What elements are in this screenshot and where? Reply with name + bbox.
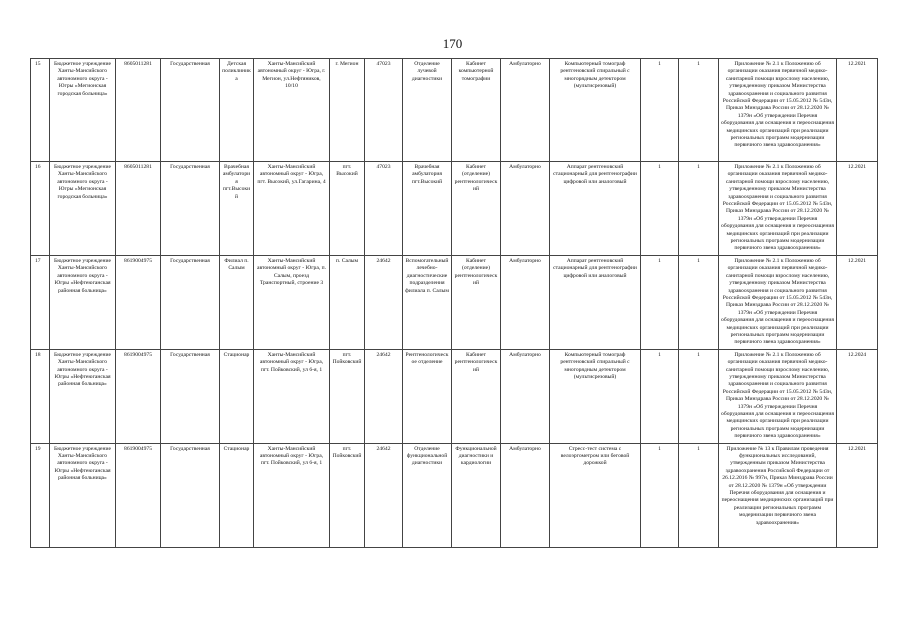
institution-name: Бюджетное учреждение Ханты-Мансийского автономного округа - Югры «Нефтеюганская районная больница» [50,255,116,349]
inn: 8619004975 [116,443,161,547]
table-row [31,59,878,162]
delivery-date: 12.2021 [837,59,878,162]
page-number: 170 [442,36,463,51]
address: Ханты-Мансийский автономный округ - Югра, пгт. Пойковский, ул 6-я, 1 [254,349,330,443]
department: Отделение лучевой диагностики [403,59,452,162]
inn: 8619004975 [116,349,161,443]
equipment-register-table [30,58,878,548]
room: Кабинет (отделение) рентгенологический [452,255,501,349]
room: Кабинет (отделение) рентгенологический [452,162,501,256]
locality: пгт. Пойковский [330,443,365,547]
locality: пгт. Пойковский [330,349,365,443]
locality: пгт. Высокий [330,162,365,256]
equipment: Стресс-тест система с велоэргометром или беговой дорожкой [550,443,641,547]
department: Рентгенологическое отделение [403,349,452,443]
legal-basis: Приложение № 2.1 к Положению об организации оказания первичной медико-санитарной помощи взрослому населению, утвержденному приказом Министерства здравоохранения и социального развития Российской Федерации от 15.05.2012 № 543н, Приказ Минздрава России от 28.12.2020 № 1379н «Об утверждении Перечня оборудования для оснащения и переоснащения медицинских организаций при реализации региональных программ модернизации первичного звена здравоохранения» [719,162,837,256]
care-type: Амбулаторно [501,443,550,547]
quantity-required: 1 [679,255,719,349]
care-type: Амбулаторно [501,349,550,443]
address: Ханты-Мансийский автономный округ - Югра, пгт. Высокий, ул.Гагарина, 4 [254,162,330,256]
quantity: 1 [641,162,679,256]
room: Кабинет рентгенологический [452,349,501,443]
inn: 8619004975 [116,255,161,349]
quantity-required: 1 [679,443,719,547]
department: Отделение функциональной диагностики [403,443,452,547]
row-number: 18 [31,349,50,443]
row-number: 16 [31,162,50,256]
address: Ханты-Мансийский автономный округ - Югра, пгт. Пойковский, ул 6-я, 1 [254,443,330,547]
table-row [31,349,878,443]
address: Ханты-Мансийский автономный округ - Югра, п. Салым, проезд Транспортный, строение 3 [254,255,330,349]
locality: п. Салым [330,255,365,349]
locality-code: 24642 [365,443,403,547]
quantity: 1 [641,59,679,162]
locality-code: 47023 [365,59,403,162]
quantity: 1 [641,349,679,443]
subdivision: Стационар [220,443,254,547]
row-number: 17 [31,255,50,349]
subdivision: Врачебная амбулатория пгт.Высокий [220,162,254,256]
table-row [31,162,878,256]
legal-basis: Приложение № 13 к Правилам проведения функциональных исследований, утвержденным приказом Министерства здравоохранения Российской Федерации от 26.12.2016 № 997н, Приказ Минздрава России от 28.12.2020 № 1379н «Об утверждении Перечня оборудования для оснащения и переоснащения медицинских организаций при реализации региональных программ модернизации первичного звена здравоохранения» [719,443,837,547]
institution-name: Бюджетное учреждение Ханты-Мансийского автономного округа - Югры «Мегионская городская больница» [50,59,116,162]
row-number: 19 [31,443,50,547]
inn: 8605011281 [116,162,161,256]
delivery-date: 12.2024 [837,349,878,443]
subdivision: Стационар [220,349,254,443]
row-number: 15 [31,59,50,162]
delivery-date: 12.2021 [837,255,878,349]
ownership-form: Государственная [161,162,220,256]
table-row [31,255,878,349]
ownership-form: Государственная [161,255,220,349]
locality-code: 47023 [365,162,403,256]
locality: г. Мегион [330,59,365,162]
equipment: Компьютерный томограф рентгеновский спиральный с многорядным детектором (мультисрезовый) [550,349,641,443]
equipment: Аппарат рентгеновский стационарный для рентгенографии цифровой или аналоговый [550,162,641,256]
legal-basis: Приложение № 2.1 к Положению об организации оказания первичной медико-санитарной помощи взрослому населению, утвержденному приказом Министерства здравоохранения и социального развития Российской Федерации от 15.05.2012 № 543н, Приказ Минздрава России от 28.12.2020 № 1379н «Об утверждении Перечня оборудования для оснащения и переоснащения медицинских организаций при реализации региональных программ модернизации первичного звена здравоохранения» [719,255,837,349]
locality-code: 24642 [365,349,403,443]
delivery-date: 12.2021 [837,162,878,256]
quantity: 1 [641,443,679,547]
ownership-form: Государственная [161,59,220,162]
quantity: 1 [641,255,679,349]
quantity-required: 1 [679,59,719,162]
department: Вспомогательный лечебно-диагностические подразделения филиала п. Салым [403,255,452,349]
care-type: Амбулаторно [501,255,550,349]
department: Врачебная амбулатория пгт.Высокий [403,162,452,256]
quantity-required: 1 [679,349,719,443]
institution-name: Бюджетное учреждение Ханты-Мансийского автономного округа - Югры «Нефтеюганская районная больница» [50,443,116,547]
equipment: Компьютерный томограф рентгеновский спиральный с многорядным детектором (мультисрезовый) [550,59,641,162]
legal-basis: Приложение № 2.1 к Положению об организации оказания первичной медико-санитарной помощи взрослому населению, утвержденному приказом Министерства здравоохранения и социального развития Российской Федерации от 15.05.2012 № 543н, Приказ Минздрава России от 28.12.2020 № 1379н «Об утверждении Перечня оборудования для оснащения и переоснащения медицинских организаций при реализации региональных программ модернизации первичного звена здравоохранения» [719,59,837,162]
care-type: Амбулаторно [501,162,550,256]
room: Функциональной диагностики и кардиологии [452,443,501,547]
care-type: Амбулаторно [501,59,550,162]
ownership-form: Государственная [161,443,220,547]
room: Кабинет компьютерной томографии [452,59,501,162]
locality-code: 24642 [365,255,403,349]
quantity-required: 1 [679,162,719,256]
legal-basis: Приложение № 2.1 к Положению об организации оказания первичной медико-санитарной помощи взрослому населению, утвержденному приказом Министерства здравоохранения и социального развития Российской Федерации от 15.05.2012 № 543н, Приказ Минздрава России от 28.12.2020 № 1379н «Об утверждении Перечня оборудования для оснащения и переоснащения медицинских организаций при реализации региональных программ модернизации первичного звена здравоохранения» [719,349,837,443]
table-row [31,443,878,547]
institution-name: Бюджетное учреждение Ханты-Мансийского автономного округа - Югры «Нефтеюганская районная больница» [50,349,116,443]
equipment: Аппарат рентгеновский стационарный для рентгенографии цифровой или аналоговый [550,255,641,349]
subdivision: Филиал п. Салым [220,255,254,349]
address: Ханты-Мансийский автономный округ - Югра, г. Мегион, ул.Нефтяников, 10/10 [254,59,330,162]
ownership-form: Государственная [161,349,220,443]
inn: 8605011281 [116,59,161,162]
delivery-date: 12.2021 [837,443,878,547]
institution-name: Бюджетное учреждение Ханты-Мансийского автономного округа - Югры «Мегионская городская больница» [50,162,116,256]
subdivision: Детская поликлиника [220,59,254,162]
